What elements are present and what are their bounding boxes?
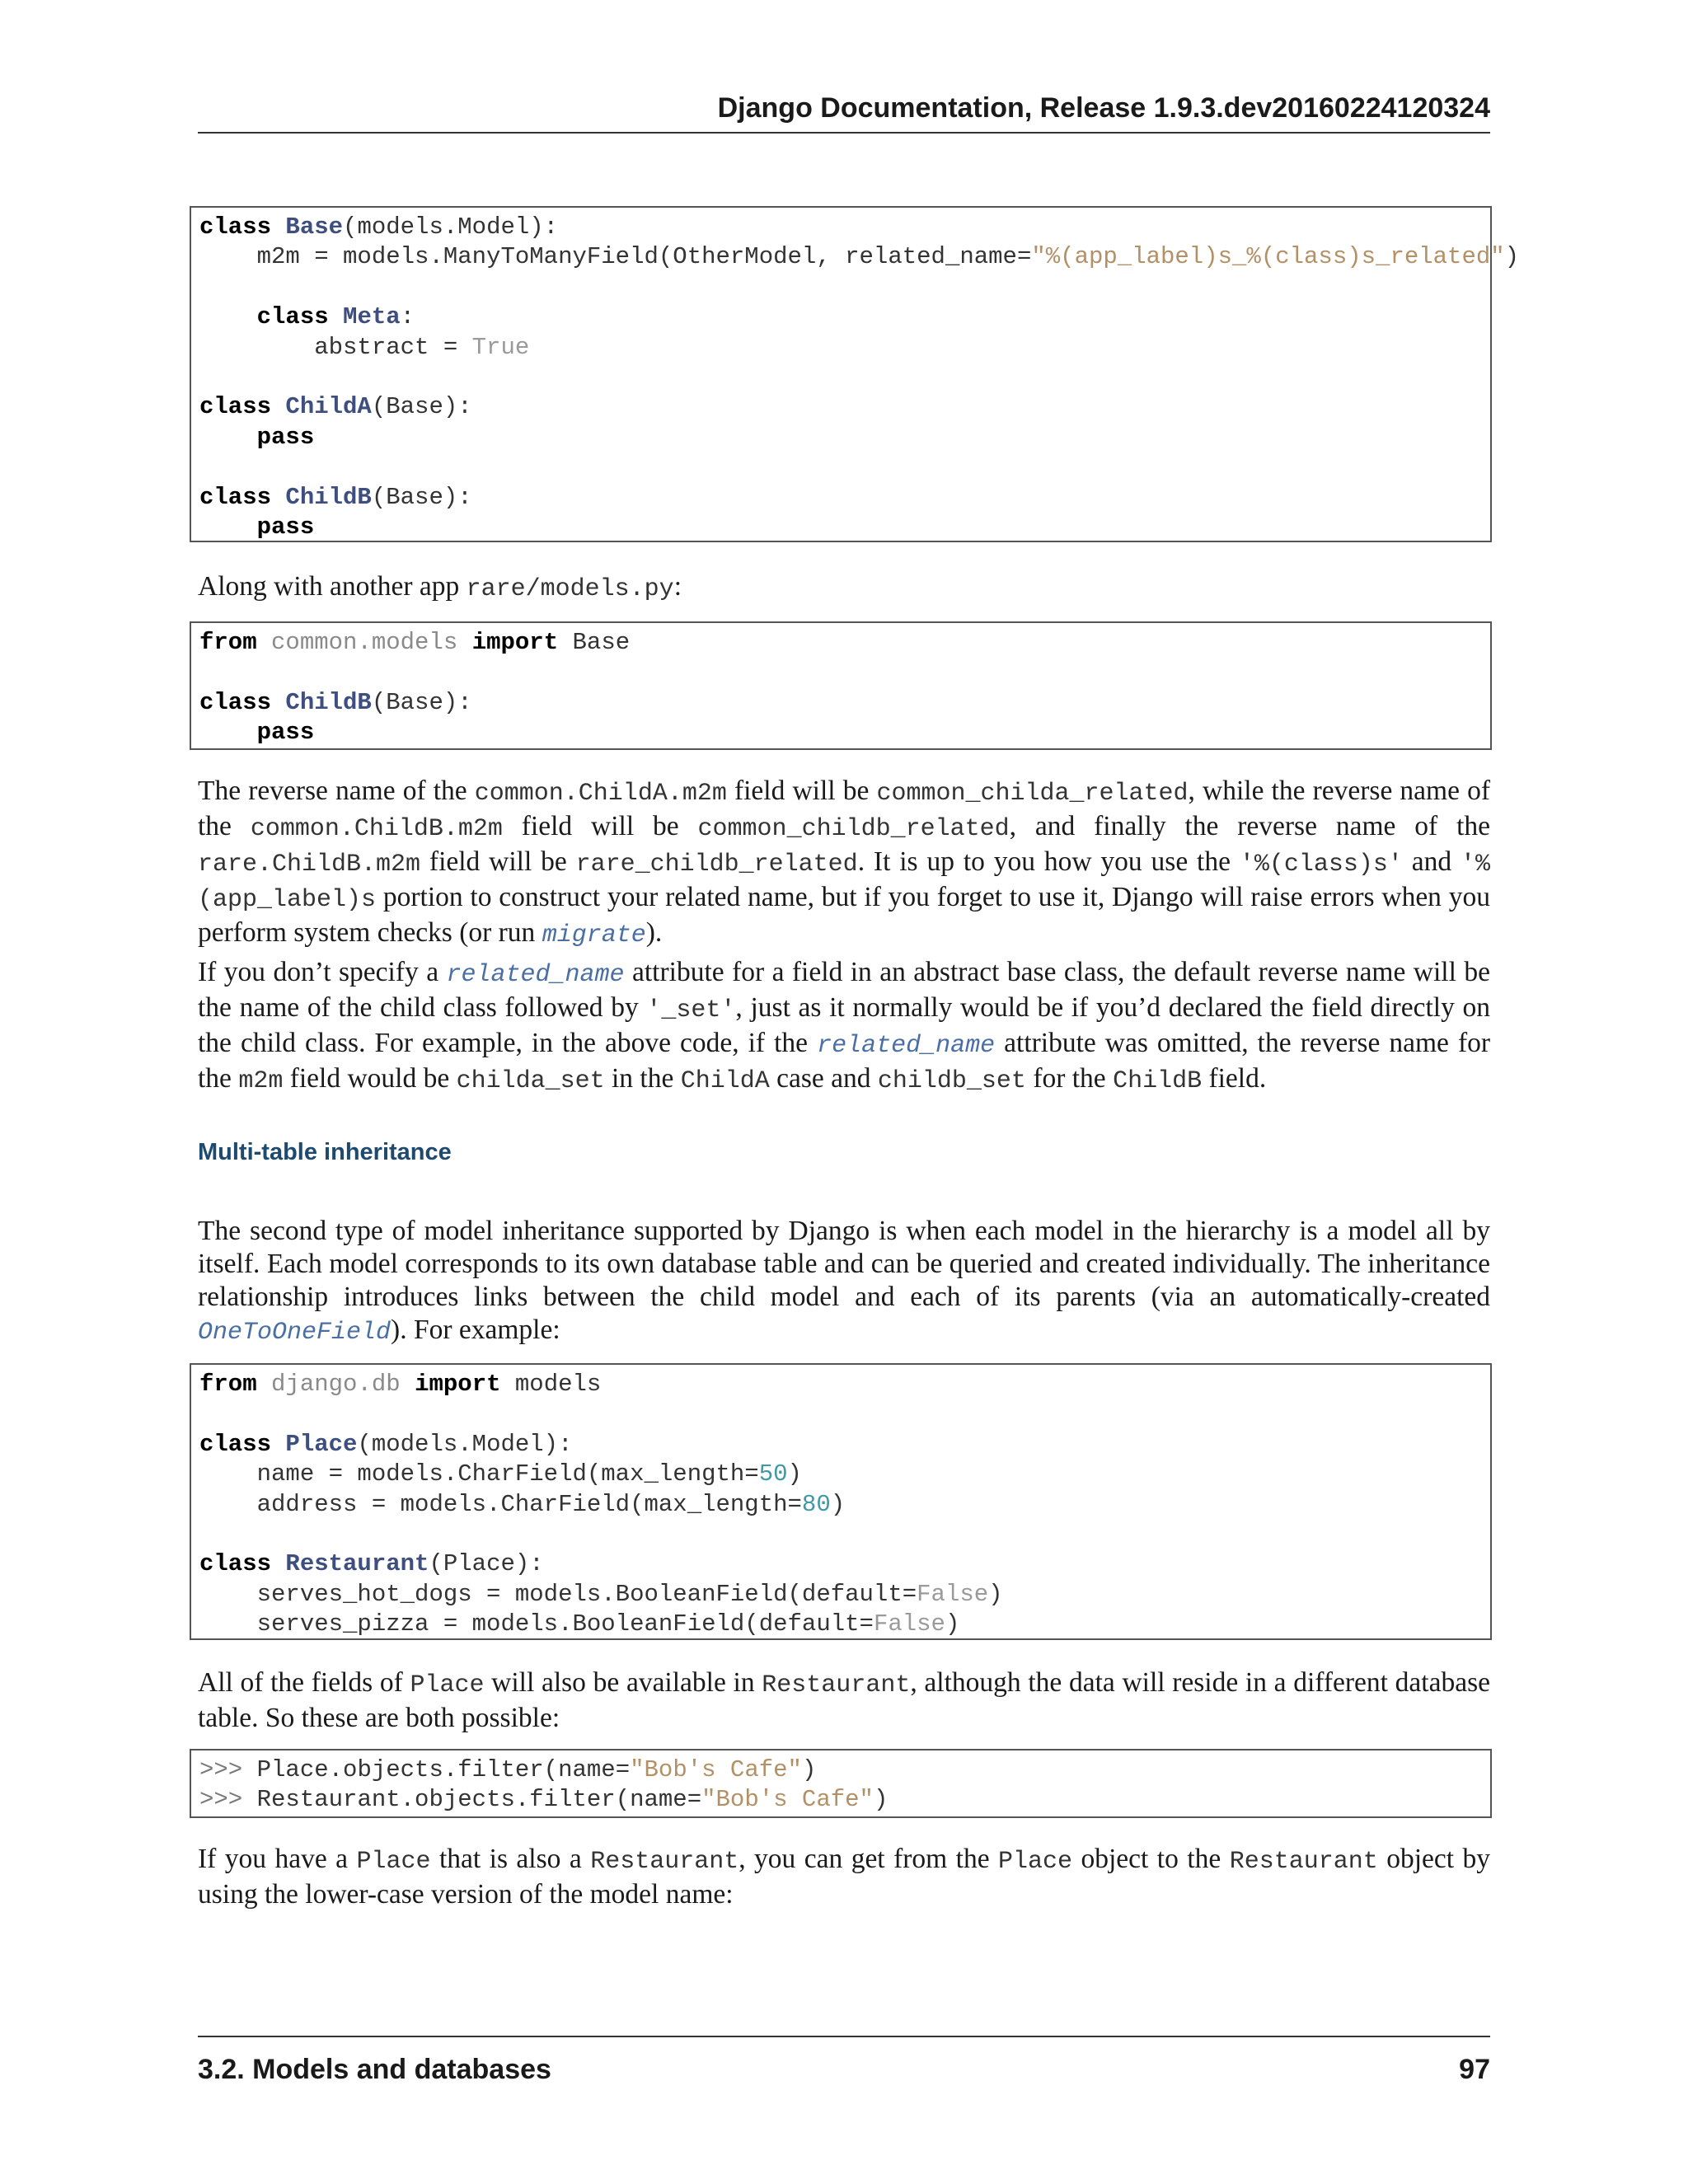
inline-code: ChildB	[1113, 1067, 1203, 1095]
text: field will be	[502, 811, 698, 841]
code-text: )	[830, 1490, 846, 1518]
inline-code: '_set'	[646, 996, 736, 1024]
code-text: (Base):	[371, 688, 472, 716]
code-text: address = models.CharField(max_length=	[199, 1490, 802, 1518]
text: and	[1402, 846, 1461, 877]
code-text: :	[400, 303, 415, 331]
code-text: (Base):	[371, 483, 472, 511]
migrate-link[interactable]: migrate	[542, 921, 646, 949]
code-keyword: class	[199, 393, 272, 421]
text: If you don’t specify a	[198, 957, 447, 987]
inline-code: '%(class)s'	[1239, 851, 1403, 879]
page-header	[198, 92, 1490, 134]
page-footer	[198, 2036, 1490, 2085]
text: The second type of model inheritance supported by Django is when each model in the hierarchy is a model all by itself. Each model corresponds to its own database table and can be queried and created individually. The inheritance relationship introduces links between the child model and each of its parents (via an automatically-created	[198, 1216, 1490, 1312]
text: object by using the lower-case version of the model name:	[198, 1844, 1490, 1910]
code-text: models	[514, 1371, 602, 1398]
code-text: )	[1504, 243, 1520, 271]
code-text: m2m = models.ManyToManyField(OtherModel, related_name=	[199, 243, 1032, 271]
code-block-base-models	[190, 206, 1520, 542]
code-class-name: Meta	[343, 303, 401, 331]
text: in the	[604, 1063, 681, 1094]
page-number: 97	[1459, 2054, 1490, 2085]
inline-code: Restaurant	[590, 1848, 739, 1876]
inline-code: ChildA	[680, 1067, 770, 1095]
text: All of the fields of	[198, 1667, 410, 1698]
code-keyword: pass	[199, 423, 315, 451]
text: ). For example:	[391, 1315, 560, 1345]
inline-code: '%(app_label)s	[198, 851, 1491, 914]
code-keyword: import	[471, 629, 559, 656]
inline-code: common.ChildA.m2m	[474, 780, 727, 808]
text: The reverse name of the	[198, 776, 475, 806]
text: , just as it normally would be if you’d declared the field directly on the child class. For example, in the above code, if the	[198, 992, 1490, 1058]
code-class-name: ChildB	[285, 688, 372, 716]
inline-code: Restaurant	[1229, 1848, 1378, 1876]
section-title: Multi-table inheritance	[198, 1139, 452, 1165]
code-text: (Place):	[429, 1550, 544, 1578]
paragraph-related-name	[198, 956, 1490, 1098]
code-number: 80	[801, 1490, 831, 1518]
text: case and	[769, 1063, 878, 1094]
inline-code: childa_set	[456, 1067, 605, 1095]
code-prompt: >>>	[199, 1756, 243, 1783]
text: attribute for a field in an abstract base class, the default reverse name will be the name of the child class followed by	[198, 957, 1490, 1023]
text: , you can get from the	[738, 1844, 999, 1874]
inline-code: Place	[356, 1848, 431, 1876]
code-keyword: class	[199, 1430, 272, 1458]
text: , although the data will reside in a different database table. So these are both possible:	[198, 1667, 1490, 1733]
paragraph-multi-table	[198, 1215, 1490, 1349]
code-string: "Bob's Cafe"	[701, 1786, 874, 1814]
text: , and finally the reverse name of the	[1009, 811, 1490, 841]
code-keyword: pass	[199, 513, 315, 541]
code-string: "%(app_label)s_%(class)s_related"	[1031, 243, 1505, 271]
code-class-name: Base	[285, 213, 344, 241]
paragraph-lowercase-name	[198, 1843, 1490, 1911]
text: attribute was omitted, the reverse name for the	[198, 1028, 1491, 1094]
inline-code: Place	[410, 1671, 485, 1699]
inline-code: common.ChildB.m2m	[250, 815, 503, 843]
code-constant: True	[471, 333, 530, 361]
paragraph-reverse-names	[198, 775, 1490, 952]
code-constant: False	[917, 1580, 989, 1608]
code-constant: False	[873, 1610, 945, 1638]
related-name-link[interactable]: related_name	[817, 1032, 996, 1060]
code-prompt: >>>	[199, 1786, 243, 1814]
document-title: Django Documentation, Release 1.9.3.dev20160224120324	[717, 92, 1490, 124]
inline-code: Restaurant	[762, 1671, 911, 1699]
inline-code: common_childa_related	[876, 780, 1189, 808]
text: Along with another app	[198, 571, 467, 602]
inline-code: childb_set	[877, 1067, 1026, 1095]
code-keyword: import	[415, 1371, 501, 1398]
code-class-name: ChildB	[285, 483, 372, 511]
footer-section: 3.2. Models and databases	[198, 2054, 551, 2085]
related-name-link[interactable]: related_name	[446, 961, 625, 989]
code-keyword: class	[199, 213, 272, 241]
code-string: "Bob's Cafe"	[630, 1756, 802, 1783]
inline-code: common_childb_related	[697, 815, 1010, 843]
code-text: serves_pizza = models.BooleanField(default=	[199, 1610, 874, 1638]
code-keyword: class	[199, 303, 329, 331]
code-text: )	[873, 1786, 889, 1814]
inline-code: Place	[998, 1848, 1073, 1876]
code-block-rare-models	[190, 621, 1492, 750]
code-keyword: from	[199, 629, 257, 656]
code-text: (Base):	[371, 393, 472, 421]
code-class-name: ChildA	[285, 393, 372, 421]
text: If you have a	[198, 1844, 357, 1874]
onetoonefield-link[interactable]: OneToOneField	[198, 1319, 392, 1347]
paragraph-rare-app	[198, 570, 1490, 606]
inline-code: rare.ChildB.m2m	[198, 851, 421, 879]
code-keyword: pass	[199, 719, 315, 747]
inline-code: m2m	[238, 1067, 284, 1095]
code-keyword: class	[199, 1550, 272, 1578]
inline-code: rare_childb_related	[575, 851, 858, 879]
code-block-place-restaurant	[190, 1363, 1492, 1640]
text: field.	[1202, 1063, 1267, 1094]
code-text: )	[988, 1580, 1003, 1608]
text: for the	[1025, 1063, 1114, 1094]
text: portion to construct your related name, but if you forget to use it, Django will raise errors when you perform system checks (or run	[198, 882, 1490, 948]
text: :	[673, 571, 682, 602]
code-class-name: Restaurant	[285, 1550, 429, 1578]
text: field would be	[283, 1063, 457, 1094]
text: that is also a	[430, 1844, 591, 1874]
code-text: abstract =	[199, 333, 472, 361]
code-text: serves_hot_dogs = models.BooleanField(default=	[199, 1580, 917, 1608]
code-text: )	[945, 1610, 960, 1638]
code-text: )	[801, 1756, 817, 1783]
code-class-name: Place	[285, 1430, 358, 1458]
paragraph-fields-available	[198, 1666, 1490, 1735]
code-keyword: from	[199, 1371, 257, 1398]
inline-code: rare/models.py	[466, 575, 674, 603]
code-module: common.models	[271, 629, 458, 656]
code-block-queries	[190, 1749, 1492, 1818]
text: object to the	[1072, 1844, 1230, 1874]
code-module: django.db	[271, 1371, 401, 1398]
text: . It is up to you how you use the	[857, 846, 1240, 877]
text: , while the reverse name of the	[198, 776, 1491, 841]
code-text: name = models.CharField(max_length=	[199, 1460, 759, 1488]
code-text: (models.Model):	[343, 213, 559, 241]
text: field will be	[420, 846, 576, 877]
code-text: )	[787, 1460, 802, 1488]
code-text: Place.objects.filter(name=	[242, 1756, 631, 1783]
code-keyword: class	[199, 688, 272, 716]
code-text: Restaurant.objects.filter(name=	[242, 1786, 702, 1814]
text: ).	[645, 917, 663, 948]
code-text: Base	[572, 629, 631, 656]
text: will also be available in	[484, 1667, 762, 1698]
code-number: 50	[758, 1460, 788, 1488]
text: field will be	[726, 776, 877, 806]
code-keyword: class	[199, 483, 272, 511]
code-text: (models.Model):	[357, 1430, 573, 1458]
